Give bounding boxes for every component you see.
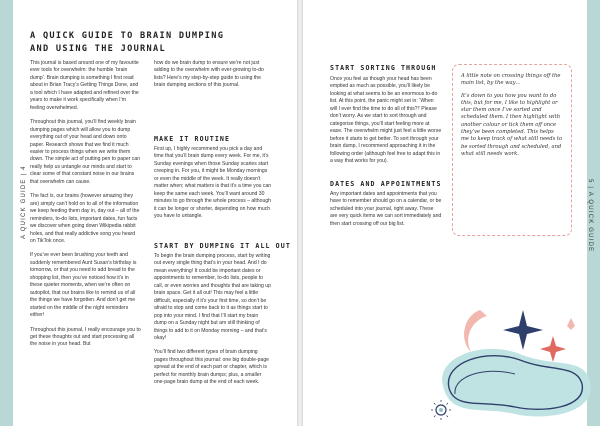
heading-start-sorting: START SORTING THROUGH	[330, 64, 437, 72]
col1-paragraph-3: The fact is, our brains (however amazing they are) simply can’t hold on to all of the information we keep feeding them day in, day out – all of the reminders, to-do lists, important dates, fun facts we discover when going down Wikipedia rabbit holes, and that really addictive song you heard on TikTok once.	[30, 193, 140, 244]
col1-paragraph-4: If you’ve ever been brushing your teeth and suddenly remembered Aunt Susan’s birthday is tomorrow, or that you need to add bread to the shopping list, then you’ve noticed how it’s in these quieter moments, when we’re often on autopilot, that our brains like to remind us of all the things we have forgotten. And don’t get me started on the middle of the night reminders either!	[30, 252, 137, 319]
dates-section	[330, 191, 442, 228]
column-2-intro	[154, 60, 272, 90]
col1-paragraph-1: This journal is based around one of my favourite ever tools for overwhelm: the humble ‘brain dump’. Brain dumping is something I first read about in Brian Tracy’s Getting Things Done, and a tool which I have adapted and refined over the years to make it work specifically when I’m feeling overwhelmed.	[30, 60, 139, 111]
right-page-side-label: 5 | A QUICK GUIDE	[587, 179, 593, 253]
heading-make-it-routine: MAKE IT ROUTINE	[154, 135, 231, 143]
navy-star-icon	[503, 310, 543, 350]
title-line-1: A QUICK GUIDE TO BRAIN DUMPING	[30, 31, 225, 41]
title-line-2: AND USING THE JOURNAL	[30, 44, 166, 54]
heading-dates-appointments: DATES AND APPOINTMENTS	[330, 180, 442, 188]
callout-body: It’s down to you how you want to do this, but for me, I like to highlight or star them once I’ve sorted and scheduled them. I then highlight with another colour or tick them off once they’ve been completed. This helps me to keep track of what still needs to be sorted through and scheduled, and what still needs work.	[461, 92, 563, 157]
column-1	[30, 60, 142, 349]
callout-note-box	[452, 64, 572, 236]
pink-diamond-icon	[567, 318, 575, 330]
left-page-side-label: A QUICK GUIDE | 4	[21, 165, 27, 239]
red-star-icon	[540, 336, 566, 362]
page-title	[30, 30, 224, 56]
dates-paragraph: Any important dates and appointments that you have to remember should go on a calendar, or be scheduled into your journal, right away. These are very quick items we can sort immediately and then start crossing off our big list.	[330, 191, 442, 227]
start-sorting-paragraph: Once you feel as though your head has been emptied as much as possible, you’ll likely be looking at what seems to be an enormous to-do list. At this point, the panic might set in: ‘When will I ever find the time to do all of this?!’ Please don’t worry. As we start to sort through and categorise things, you’ll start feeling more at ease. The overwhelm might just feel a little worse before it starts to get better. To sort through your brain dump, I recommend approaching it in the following order (although feel free to adapt this in a way that works for you).	[330, 76, 442, 164]
start-dumping-paragraph-1: To begin the brain dumping process, start by writing out every single thing that’s in your head. And I do mean everything! It could be important dates or appointments to remember, to-do lists, people to call, or even worries and thoughts that are taking up brain space. Get it all out! This may feel a little difficult, especially if it’s your first time, so don’t be afraid to stop and come back to it as things start to pop into your mind. I find that I’ll start my brain dump on a Sunday night but am still thinking of things to add to it on Monday morning – and that’s okay!	[154, 253, 271, 341]
start-dumping-section	[154, 253, 272, 387]
callout-intro: A little note on crossing things off the main list, by the way…	[461, 73, 561, 87]
col1-paragraph-5: Throughout this journal, I really encourage you to get these thoughts out and start processing all the noise in your head. But	[30, 326, 141, 348]
col2-intro-paragraph: how do we brain dump to ensure we’re not just adding to the overwhelm with ever-growing to-do lists? Here’s my step-by-step guide to using the brain dumping sections of this journal.	[154, 60, 264, 89]
start-dumping-paragraph-2: You’ll find two different types of brain dumping pages throughout this journal: one big double-page spread at the end of each part or chapter, which is perfect for monthly brain dumps; plus, a smaller one-page brain dump at the end of each week.	[154, 349, 269, 386]
make-routine-section	[154, 146, 272, 221]
sun-core	[439, 408, 443, 412]
decorative-illustration	[425, 296, 600, 426]
pink-moon-icon	[464, 310, 487, 352]
col1-paragraph-2: Throughout this journal, you’ll find weekly brain dumping pages which will allow you to dump everything out of your head and down onto paper. Research shows that we find it much easier to process things when we write them down. The simple act of putting pen to paper can really help us untangle our minds and start to clear some of that constant noise in our brains that overwhelm can cause.	[30, 119, 141, 185]
make-routine-paragraph: First up, I highly recommend you pick a day and time that you’ll brain dump every week. For me, it’s Sunday evenings when those Sunday scaries start creeping in. For you, it might be Monday mornings or even the middle of the week. It really doesn’t matter when; what matters is that it’s a time you can keep the same each week. You’ll want around 30 minutes to go through the whole process – although it can be longer or shorter, depending on how much you have to untangle.	[154, 146, 272, 220]
heading-start-dumping: START BY DUMPING IT ALL OUT	[154, 242, 291, 250]
start-sorting-section	[330, 76, 442, 165]
